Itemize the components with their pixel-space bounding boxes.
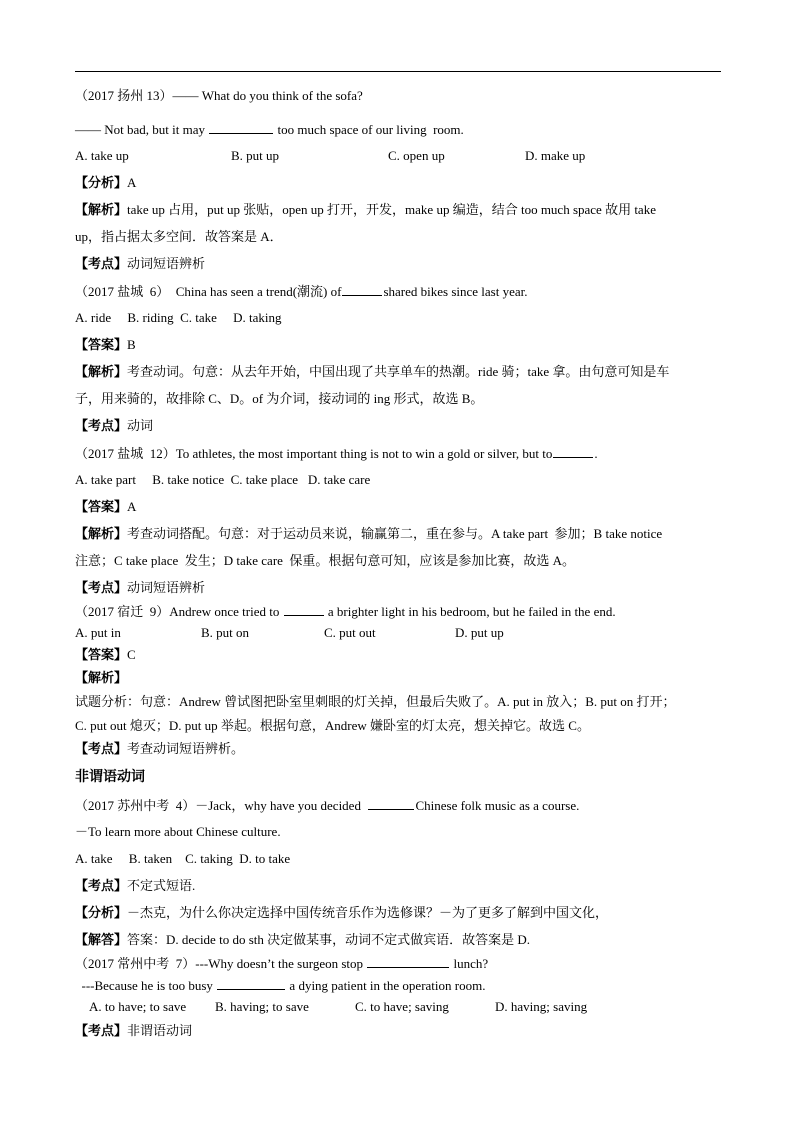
- testpoint-label: 【考点】: [75, 580, 128, 595]
- explanation-3-line-1: [75, 526, 662, 542]
- question-5-options: [75, 851, 290, 867]
- question-4-stem: （2017 宿迁 9）Andrew once tried to: [75, 604, 283, 619]
- question-2-stem-end: shared bikes since last year.: [383, 284, 528, 299]
- question-1: [75, 88, 363, 104]
- question-6-stem: （2017 常州中考 7）---Why doesn’t the surgeon stop: [75, 956, 367, 971]
- question-3-stem: （2017 盐城 12）To athletes, the most important thing is not to win a gold or silver, but to: [75, 446, 553, 461]
- testpoint-text: 不定式短语.: [127, 878, 196, 893]
- explanation-text: 试题分析：句意：Andrew 曾试图把卧室里刺眼的灯关掉，但最后失败了。A. put in 放入；B. put on 打开；: [75, 694, 676, 709]
- solution-label: 【解答】: [75, 932, 128, 947]
- question-3-options: [75, 472, 370, 488]
- options-text: A. ride B. riding C. take D. taking: [75, 310, 282, 325]
- testpoint-text: 考查动词短语辨析。: [127, 741, 245, 756]
- answer-blank: [342, 283, 382, 296]
- testpoint-3: [75, 580, 205, 596]
- analysis-1: [75, 175, 136, 191]
- option-d: D. make up: [525, 148, 586, 163]
- testpoint-6: [75, 1023, 192, 1039]
- analysis-text: A: [127, 175, 137, 190]
- option-d: D. having; saving: [495, 999, 588, 1014]
- testpoint-label: 【考点】: [75, 878, 128, 893]
- question-4: [75, 603, 616, 620]
- question-5: [75, 797, 579, 814]
- options-text: A. take B. taken C. taking D. to take: [75, 851, 291, 866]
- response-text-end: too much space of our living room.: [274, 122, 464, 137]
- analysis-label: 【分析】: [75, 175, 128, 190]
- explanation-text: up，指占据太多空间．故答案是 A．: [75, 229, 283, 244]
- question-1-response: [75, 121, 464, 138]
- option-b: B. put up: [231, 148, 280, 163]
- solution-text: 答案：D. decide to do sth 决定做某事，动词不定式做宾语．故答案是 D.: [127, 932, 530, 947]
- explanation-label: 【解析】: [75, 670, 128, 685]
- analysis-label: 【分析】: [75, 905, 128, 920]
- header-rule: [75, 71, 721, 72]
- testpoint-5: [75, 878, 195, 894]
- explanation-label: 【解析】: [75, 526, 128, 541]
- testpoint-2: [75, 418, 153, 434]
- explanation-4-line-1: [75, 694, 676, 710]
- option-d: D. put up: [455, 625, 504, 640]
- option-a: A. put in: [75, 625, 121, 640]
- option-c: C. to have; saving: [355, 999, 449, 1014]
- answer-text: B: [127, 337, 136, 352]
- question-6-options: [75, 999, 675, 1015]
- testpoint-4: [75, 741, 244, 757]
- explanation-2-line-1: [75, 364, 669, 380]
- option-c: C. put out: [324, 625, 376, 640]
- answer-3: [75, 499, 136, 515]
- explanation-text: take up 占用，put up 张贴，open up 打开，开发，make up 编造，结合 too much space 故用 take: [127, 202, 656, 217]
- question-2-stem: （2017 盐城 6） China has seen a trend(潮流) of: [75, 284, 342, 299]
- options-text: A. take part B. take notice C. take place D. take care: [75, 472, 371, 487]
- analysis-text: －杰克，为什么你决定选择中国传统音乐作为选修课？－为了更多了解到中国文化，: [127, 905, 609, 920]
- option-a: A. to have; to save: [89, 999, 187, 1014]
- testpoint-text: 动词短语辨析: [127, 256, 206, 271]
- question-5-stem-end: Chinese folk music as a course.: [415, 798, 580, 813]
- question-6: [75, 955, 488, 972]
- response-text-end: a dying patient in the operation room.: [286, 978, 486, 993]
- answer-text: C: [127, 647, 136, 662]
- answer-blank: [209, 121, 273, 134]
- testpoint-text: 动词: [127, 418, 154, 433]
- response-text: —— Not bad, but it may: [75, 122, 209, 137]
- question-2: [75, 283, 528, 300]
- answer-blank: [368, 797, 414, 810]
- answer-blank: [217, 977, 285, 990]
- response-text: ---Because he is too busy: [75, 978, 217, 993]
- testpoint-label: 【考点】: [75, 741, 128, 756]
- question-2-options: [75, 310, 282, 326]
- explanation-text: 子，用来骑的，故排除 C、D。of 为介词，接动词的 ing 形式，故选 B。: [75, 391, 484, 406]
- answer-2: [75, 337, 136, 353]
- answer-blank: [367, 955, 449, 968]
- explanation-label: 【解析】: [75, 202, 128, 217]
- explanation-3-line-2: [75, 553, 575, 569]
- explanation-1-line-2: [75, 229, 283, 245]
- solution-5: [75, 932, 530, 948]
- explanation-text: 考查动词搭配。句意：对于运动员来说，输赢第二，重在参与。A take part 参加；B take notice: [127, 526, 663, 541]
- answer-label: 【答案】: [75, 499, 128, 514]
- section-heading: [75, 769, 145, 785]
- question-6-response: [75, 977, 485, 994]
- answer-label: 【答案】: [75, 647, 128, 662]
- option-b: B. put on: [201, 625, 250, 640]
- option-b: B. having; to save: [215, 999, 309, 1014]
- answer-4: [75, 647, 136, 663]
- question-3-stem-end: .: [594, 446, 598, 461]
- answer-blank: [553, 445, 593, 458]
- analysis-5: [75, 905, 608, 921]
- question-5-response: [75, 824, 281, 840]
- answer-text: A: [127, 499, 137, 514]
- question-4-stem-end: a brighter light in his bedroom, but he failed in the end.: [324, 604, 616, 619]
- testpoint-text: 非谓语动词: [127, 1023, 193, 1038]
- answer-label: 【答案】: [75, 337, 128, 352]
- question-3: [75, 445, 598, 462]
- testpoint-label: 【考点】: [75, 418, 128, 433]
- testpoint-label: 【考点】: [75, 256, 128, 271]
- explanation-text: C. put out 熄灭；D. put up 举起。根据句意，Andrew 嫌卧室的灯太亮，想关掉它。故选 C。: [75, 718, 590, 733]
- explanation-4-label: [75, 670, 127, 686]
- explanation-1-line-1: [75, 202, 656, 218]
- question-1-stem: （2017 扬州 13）—— What do you think of the sofa?: [75, 88, 363, 103]
- question-5-stem: （2017 苏州中考 4）－Jack，why have you decided: [75, 798, 368, 813]
- testpoint-1: [75, 256, 205, 272]
- question-4-options: [75, 625, 675, 641]
- response-text: －To learn more about Chinese culture.: [75, 824, 281, 839]
- answer-blank: [284, 603, 324, 616]
- explanation-text: 考查动词。句意：从去年开始，中国出现了共享单车的热潮。ride 骑；take 拿。由句意可知是车: [127, 364, 670, 379]
- testpoint-text: 动词短语辨析: [127, 580, 206, 595]
- explanation-4-line-2: [75, 718, 590, 734]
- question-6-stem-end: lunch?: [450, 956, 489, 971]
- explanation-label: 【解析】: [75, 364, 128, 379]
- testpoint-label: 【考点】: [75, 1023, 128, 1038]
- question-1-options: [75, 148, 725, 164]
- option-a: A. take up: [75, 148, 129, 163]
- explanation-2-line-2: [75, 391, 483, 407]
- explanation-text: 注意；C take place 发生；D take care 保重。根据句意可知，应该是参加比赛，故选 A。: [75, 553, 576, 568]
- option-c: C. open up: [388, 148, 445, 163]
- section-heading-text: 非谓语动词: [75, 769, 145, 785]
